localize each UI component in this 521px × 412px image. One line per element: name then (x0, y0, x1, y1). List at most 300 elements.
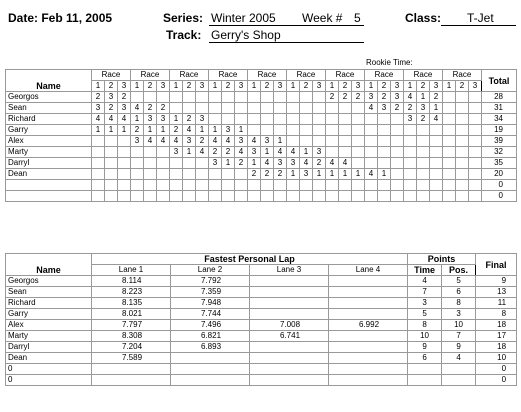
heat-result-cell (261, 92, 274, 103)
heat-result-cell (339, 114, 352, 125)
heat-result-cell (469, 180, 482, 191)
heat-result-cell: 2 (404, 103, 417, 114)
lane-time-cell (329, 309, 408, 320)
fastest-lap-header: Fastest Personal Lap (92, 254, 408, 265)
heat-number-header: 1 (170, 81, 183, 92)
heat-number-header: 2 (456, 81, 469, 92)
heat-result-cell: 1 (378, 169, 391, 180)
heat-result-cell: 1 (326, 169, 339, 180)
heat-result-cell (469, 114, 482, 125)
heat-number-header: 3 (352, 81, 365, 92)
heat-result-cell: 2 (131, 125, 144, 136)
heat-result-cell (443, 92, 456, 103)
heat-result-cell: 2 (183, 114, 196, 125)
fastest-lap-table (5, 253, 517, 386)
heat-result-cell: 2 (391, 103, 404, 114)
lap-row (6, 320, 517, 331)
heat-result-cell: 2 (105, 103, 118, 114)
driver-name: 0 (6, 375, 92, 386)
lap-row (6, 287, 517, 298)
heat-result-cell (105, 180, 118, 191)
time-points-cell: 8 (408, 320, 442, 331)
heat-result-cell (157, 158, 170, 169)
lane-header: Lane 1 (92, 265, 171, 276)
heat-result-cell (131, 180, 144, 191)
heat-result-cell: 1 (274, 136, 287, 147)
heat-result-cell (378, 147, 391, 158)
time-points-cell: 7 (408, 287, 442, 298)
lane-time-cell (329, 342, 408, 353)
heat-result-cell (274, 103, 287, 114)
lane-time-cell (250, 276, 329, 287)
heat-result-cell (157, 169, 170, 180)
heat-result-cell (456, 169, 469, 180)
heat-result-cell (443, 180, 456, 191)
race-row (6, 92, 517, 103)
lane-time-cell: 7.797 (92, 320, 171, 331)
heat-number-header: 2 (378, 81, 391, 92)
heat-number-header: 1 (365, 81, 378, 92)
heat-result-cell (443, 158, 456, 169)
heat-result-cell (300, 180, 313, 191)
heat-number-header: 1 (404, 81, 417, 92)
heat-result-cell (118, 180, 131, 191)
heat-result-cell (222, 92, 235, 103)
heat-result-cell (170, 103, 183, 114)
heat-result-cell (456, 191, 469, 202)
position-points-cell: 6 (442, 287, 476, 298)
heat-result-cell (157, 92, 170, 103)
heat-result-cell (222, 103, 235, 114)
heat-result-cell (404, 136, 417, 147)
heat-result-cell (469, 136, 482, 147)
heat-result-cell: 4 (170, 136, 183, 147)
total-cell: 34 (482, 114, 517, 125)
heat-result-cell (378, 125, 391, 136)
heat-result-cell (105, 136, 118, 147)
heat-result-cell (378, 191, 391, 202)
heat-number-header: 1 (287, 81, 300, 92)
heat-result-cell (339, 103, 352, 114)
heat-result-cell (144, 92, 157, 103)
heat-result-cell (105, 191, 118, 202)
heat-number-header: 3 (235, 81, 248, 92)
final-cell: 0 (476, 375, 517, 386)
heat-result-cell (209, 92, 222, 103)
lane-time-cell: 6.992 (329, 320, 408, 331)
heat-result-cell: 3 (222, 125, 235, 136)
total-cell: 0 (482, 191, 517, 202)
heat-result-cell (287, 114, 300, 125)
heat-result-cell (300, 92, 313, 103)
heat-result-cell (235, 191, 248, 202)
heat-result-cell: 1 (300, 147, 313, 158)
race-header: Race (248, 70, 287, 81)
lane-time-cell: 7.948 (171, 298, 250, 309)
heat-result-cell (92, 191, 105, 202)
heat-result-cell (118, 136, 131, 147)
lane-time-cell (329, 364, 408, 375)
heat-number-header: 3 (196, 81, 209, 92)
heat-result-cell (365, 136, 378, 147)
heat-result-cell (131, 92, 144, 103)
position-points-cell: 5 (442, 276, 476, 287)
heat-result-cell (248, 125, 261, 136)
heat-result-cell (417, 180, 430, 191)
heat-result-cell (300, 191, 313, 202)
date-label: Date: Feb 11, 2005 (8, 11, 113, 25)
lane-time-cell (329, 298, 408, 309)
heat-result-cell (365, 180, 378, 191)
series-value: Winter 2005 (211, 11, 276, 25)
heat-result-cell (417, 169, 430, 180)
heat-result-cell (391, 180, 404, 191)
heat-result-cell (274, 191, 287, 202)
lane-time-cell: 7.589 (92, 353, 171, 364)
heat-result-cell (300, 136, 313, 147)
heat-result-cell (287, 191, 300, 202)
time-points-cell (408, 364, 442, 375)
heat-result-cell (430, 191, 443, 202)
heat-result-cell (339, 136, 352, 147)
heat-result-cell (235, 103, 248, 114)
heat-result-cell (430, 169, 443, 180)
heat-number-header: 2 (339, 81, 352, 92)
driver-name: Marty (6, 331, 92, 342)
race-header: Race (170, 70, 209, 81)
heat-result-cell (92, 147, 105, 158)
lap-row (6, 353, 517, 364)
heat-number-header: 3 (313, 81, 326, 92)
series-label: Series: (163, 11, 204, 25)
time-points-cell: 3 (408, 298, 442, 309)
heat-result-cell (183, 169, 196, 180)
heat-result-cell: 3 (105, 92, 118, 103)
position-points-cell: 7 (442, 331, 476, 342)
heat-result-cell (209, 169, 222, 180)
heat-result-cell (404, 147, 417, 158)
heat-result-cell: 3 (404, 114, 417, 125)
heat-result-cell (118, 158, 131, 169)
final-cell: 18 (476, 342, 517, 353)
heat-result-cell: 1 (131, 114, 144, 125)
heat-result-cell (326, 136, 339, 147)
heat-result-cell (261, 103, 274, 114)
heat-result-cell (157, 191, 170, 202)
heat-result-cell (248, 114, 261, 125)
heat-result-cell (469, 158, 482, 169)
heat-result-cell: 2 (352, 92, 365, 103)
heat-result-cell (209, 191, 222, 202)
driver-name: Sean (6, 103, 92, 114)
lane-time-cell: 8.114 (92, 276, 171, 287)
heat-number-header: 3 (274, 81, 287, 92)
race-row (6, 125, 517, 136)
heat-result-cell (157, 147, 170, 158)
heat-result-cell (261, 180, 274, 191)
heat-number-header: 1 (326, 81, 339, 92)
driver-name: Marty (6, 147, 92, 158)
lane-time-cell: 7.792 (171, 276, 250, 287)
heat-result-cell: 2 (209, 147, 222, 158)
heat-result-cell (183, 191, 196, 202)
heat-result-cell (456, 147, 469, 158)
driver-name: Garry (6, 309, 92, 320)
final-cell: 18 (476, 320, 517, 331)
heat-result-cell (183, 158, 196, 169)
heat-result-cell (170, 92, 183, 103)
heat-result-cell (196, 158, 209, 169)
heat-result-cell (404, 191, 417, 202)
driver-name: 0 (6, 364, 92, 375)
pos-header: Pos. (442, 265, 476, 276)
heat-result-cell (196, 180, 209, 191)
heat-result-cell (287, 180, 300, 191)
heat-result-cell (92, 180, 105, 191)
heat-result-cell (456, 114, 469, 125)
heat-result-cell: 3 (417, 103, 430, 114)
heat-result-cell (300, 114, 313, 125)
heat-result-cell: 3 (261, 136, 274, 147)
heat-result-cell (469, 125, 482, 136)
points-header: Points (408, 254, 476, 265)
heat-result-cell: 2 (430, 92, 443, 103)
race-row (6, 114, 517, 125)
position-points-cell: 8 (442, 298, 476, 309)
total-cell: 20 (482, 169, 517, 180)
heat-number-header: 3 (118, 81, 131, 92)
heat-result-cell (365, 147, 378, 158)
series-underline (209, 25, 364, 26)
heat-result-cell (417, 191, 430, 202)
total-cell: 31 (482, 103, 517, 114)
time-points-cell: 10 (408, 331, 442, 342)
heat-result-cell (170, 169, 183, 180)
driver-name: Garry (6, 125, 92, 136)
heat-result-cell: 3 (118, 103, 131, 114)
heat-result-cell (274, 180, 287, 191)
heat-result-cell (430, 147, 443, 158)
heat-result-cell (222, 114, 235, 125)
heat-result-cell (326, 191, 339, 202)
heat-result-cell (339, 191, 352, 202)
heat-result-cell (456, 103, 469, 114)
heat-result-cell: 1 (105, 125, 118, 136)
total-column-header: Total (482, 70, 517, 92)
heat-result-cell: 2 (222, 147, 235, 158)
heat-result-cell (430, 125, 443, 136)
heat-result-cell (339, 180, 352, 191)
heat-result-cell: 2 (144, 103, 157, 114)
lane-time-cell (250, 309, 329, 320)
heat-result-cell (248, 92, 261, 103)
heat-result-cell (365, 114, 378, 125)
heat-result-cell (417, 158, 430, 169)
heat-number-header: 2 (105, 81, 118, 92)
heat-result-cell (352, 114, 365, 125)
heat-result-cell (144, 180, 157, 191)
heat-result-cell (105, 169, 118, 180)
heat-result-cell: 2 (378, 92, 391, 103)
heat-result-cell (183, 103, 196, 114)
race-row (6, 180, 517, 191)
lane-time-cell (250, 353, 329, 364)
heat-result-cell: 2 (261, 169, 274, 180)
heat-result-cell (313, 180, 326, 191)
class-underline (441, 25, 516, 26)
heat-result-cell: 4 (365, 103, 378, 114)
race-header: Race (131, 70, 170, 81)
driver-name: Alex (6, 320, 92, 331)
heat-result-cell (456, 180, 469, 191)
heat-result-cell: 2 (92, 92, 105, 103)
driver-name: Georgos (6, 276, 92, 287)
heat-result-cell: 2 (196, 136, 209, 147)
heat-result-cell (196, 169, 209, 180)
heat-result-cell (365, 125, 378, 136)
heat-result-cell (105, 147, 118, 158)
total-cell: 32 (482, 147, 517, 158)
position-points-cell: 3 (442, 309, 476, 320)
heat-result-cell: 4 (105, 114, 118, 125)
time-points-cell (408, 375, 442, 386)
driver-name: Georgos (6, 92, 92, 103)
heat-result-cell: 1 (430, 103, 443, 114)
heat-result-cell (352, 136, 365, 147)
position-points-cell: 4 (442, 353, 476, 364)
heat-result-cell: 4 (118, 114, 131, 125)
heat-number-header: 1 (248, 81, 261, 92)
heat-result-cell: 4 (144, 136, 157, 147)
race-row (6, 136, 517, 147)
heat-result-cell (287, 125, 300, 136)
lane-time-cell: 7.744 (171, 309, 250, 320)
final-cell: 0 (476, 364, 517, 375)
heat-result-cell: 2 (157, 103, 170, 114)
heat-result-cell (365, 158, 378, 169)
heat-result-cell: 3 (196, 114, 209, 125)
name-column-header: Name (6, 254, 92, 276)
heat-result-cell: 3 (170, 147, 183, 158)
lap-row (6, 309, 517, 320)
final-cell: 17 (476, 331, 517, 342)
heat-result-cell: 1 (222, 158, 235, 169)
final-cell: 10 (476, 353, 517, 364)
heat-result-cell: 1 (352, 169, 365, 180)
total-cell: 0 (482, 180, 517, 191)
heat-result-cell: 4 (326, 158, 339, 169)
lane-time-cell: 7.496 (171, 320, 250, 331)
heat-result-cell (287, 92, 300, 103)
lap-row (6, 364, 517, 375)
heat-result-cell (313, 114, 326, 125)
race-header: Race (365, 70, 404, 81)
race-header: Race (443, 70, 482, 81)
lane-header: Lane 3 (250, 265, 329, 276)
race-header: Race (404, 70, 443, 81)
heat-result-cell: 4 (274, 147, 287, 158)
heat-result-cell (183, 180, 196, 191)
heat-result-cell (274, 125, 287, 136)
heat-result-cell (222, 169, 235, 180)
name-column-header: Name (6, 70, 92, 92)
lane-time-cell (329, 331, 408, 342)
heat-result-cell (105, 158, 118, 169)
heat-result-cell (144, 158, 157, 169)
heat-result-cell: 3 (313, 147, 326, 158)
heat-result-cell (170, 180, 183, 191)
lap-row (6, 375, 517, 386)
heat-result-cell (326, 114, 339, 125)
heat-result-cell: 4 (261, 158, 274, 169)
lane-time-cell: 6.821 (171, 331, 250, 342)
heat-result-cell (391, 114, 404, 125)
heat-result-cell (144, 169, 157, 180)
lap-row (6, 298, 517, 309)
heat-result-cell (339, 147, 352, 158)
lane-time-cell (92, 375, 171, 386)
heat-result-cell: 2 (326, 92, 339, 103)
track-underline (209, 42, 364, 43)
race-row (6, 169, 517, 180)
lane-time-cell: 8.308 (92, 331, 171, 342)
heat-result-cell: 3 (391, 92, 404, 103)
heat-result-cell (430, 136, 443, 147)
heat-result-cell (404, 158, 417, 169)
heat-result-cell (378, 180, 391, 191)
heat-result-cell (456, 125, 469, 136)
heat-result-cell (313, 136, 326, 147)
heat-result-cell: 1 (170, 114, 183, 125)
heat-result-cell (248, 180, 261, 191)
total-cell: 28 (482, 92, 517, 103)
heat-number-header: 2 (417, 81, 430, 92)
heat-result-cell: 2 (248, 169, 261, 180)
heat-result-cell (417, 147, 430, 158)
heat-result-cell (352, 191, 365, 202)
heat-result-cell (365, 191, 378, 202)
heat-result-cell: 2 (170, 125, 183, 136)
heat-result-cell (391, 158, 404, 169)
heat-result-cell (248, 191, 261, 202)
heat-result-cell (131, 169, 144, 180)
total-cell: 35 (482, 158, 517, 169)
heat-result-cell: 4 (235, 147, 248, 158)
heat-result-cell (326, 147, 339, 158)
time-points-cell: 6 (408, 353, 442, 364)
heat-result-cell: 4 (209, 136, 222, 147)
lane-time-cell (329, 375, 408, 386)
race-results-table (5, 69, 517, 202)
race-header: Race (92, 70, 131, 81)
lane-time-cell (329, 287, 408, 298)
final-cell: 13 (476, 287, 517, 298)
heat-result-cell: 1 (196, 125, 209, 136)
heat-number-header: 3 (469, 81, 482, 92)
heat-result-cell: 1 (248, 158, 261, 169)
lane-header: Lane 4 (329, 265, 408, 276)
lane-time-cell: 8.021 (92, 309, 171, 320)
driver-name (6, 180, 92, 191)
heat-result-cell (235, 114, 248, 125)
race-header: Race (287, 70, 326, 81)
heat-number-header: 2 (261, 81, 274, 92)
heat-result-cell (313, 125, 326, 136)
time-points-cell: 5 (408, 309, 442, 320)
heat-result-cell (261, 114, 274, 125)
week-label: Week # (302, 11, 343, 25)
heat-result-cell (144, 191, 157, 202)
